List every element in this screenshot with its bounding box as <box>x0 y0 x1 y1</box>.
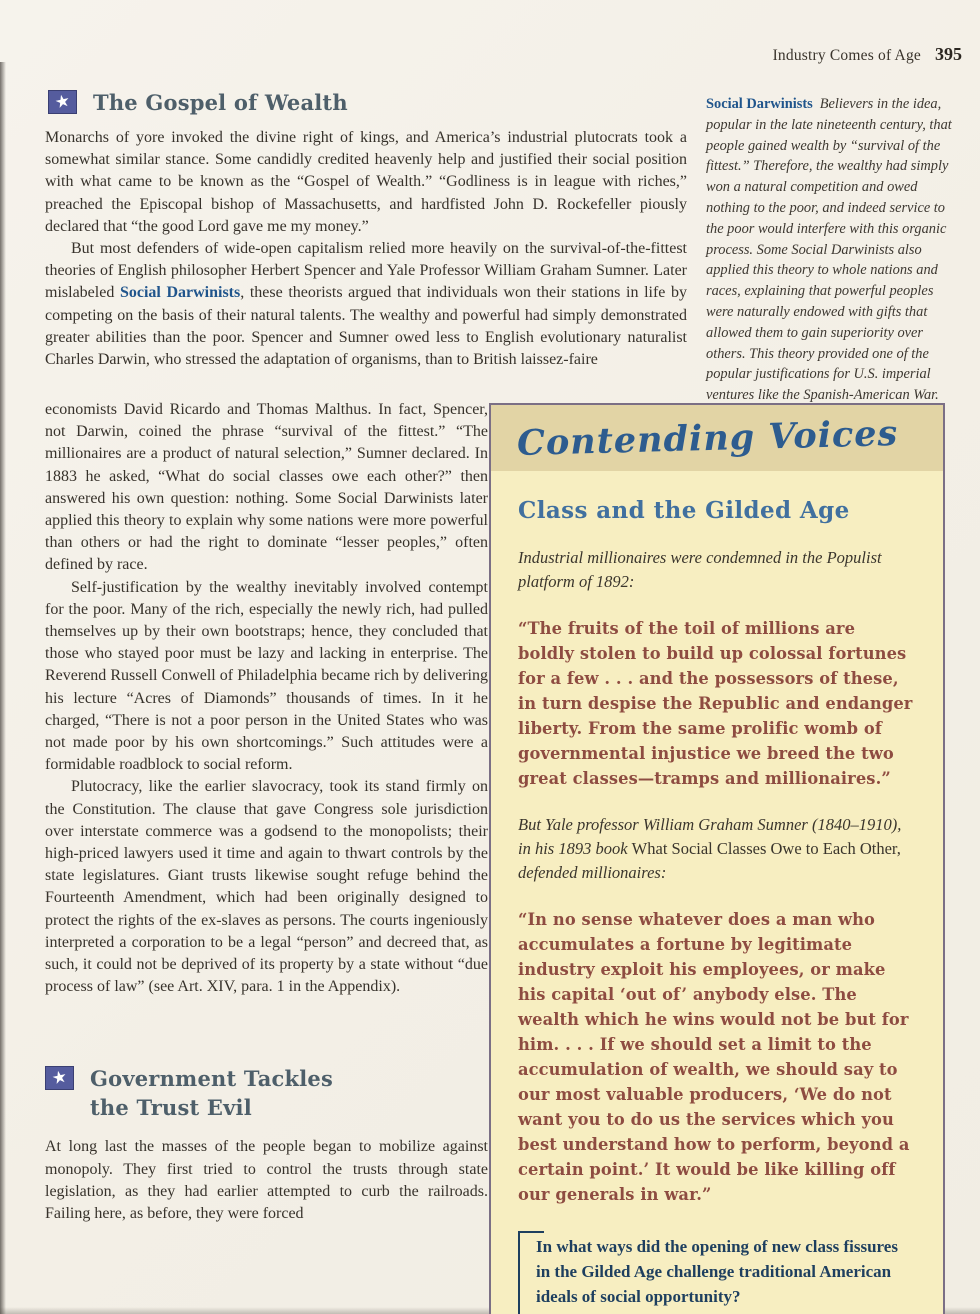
main-text-column <box>45 127 687 371</box>
populist-quote: “The fruits of the toil of millions are boldly stolen to build up colossal fortunes for a few . . . and the possessors of these, in turn despise the Republic and endanger liberty. From the same prolific womb of governmental injustice we breed the two great classes—tramps and millionaires.” <box>518 619 913 788</box>
discussion-question: In what ways did the opening of new class fissures in the Gilded Age challenge traditional American ideals of social opportunity? <box>536 1237 898 1306</box>
contending-voices-script-title: Contending Voices <box>516 412 899 464</box>
contending-voices-body <box>491 497 943 1314</box>
left-text-column <box>45 399 488 1225</box>
key-term-social-darwinists: Social Darwinists <box>119 284 241 302</box>
margin-note-definition: Believers in the idea, popular in the late nineteenth century, that people gained wealth by “survival of the fittest.” Therefore, the wealthy had simply won a natural competition and owed nothing to the poor, and indeed service to the poor would interfere with this organic process. Some Social Darwinists also applied this theory to whole nations and races, explaining that powerful peoples were naturally endowed with gifts that allowed them to gain superiority over others. This theory provided one of the popular justifications for U.S. imperial ventures like the Spanish-American War. <box>706 96 952 404</box>
star-glyph: ★ <box>49 1066 69 1090</box>
feature-title: Class and the Gilded Age <box>518 497 850 524</box>
attribution-text: defended millionaires: <box>518 863 667 882</box>
margin-note-term: Social Darwinists <box>706 96 813 112</box>
attribution-text: But Yale professor William Graham Sumner (1840–1910), in his 1893 book <box>518 815 902 858</box>
sumner-quote: “In no sense whatever does a man who accumulates a fortune by legitimate industry exploit his employees, or make his capital ‘out of’ anybody else. The wealth which he wins would not be but for him. . . . If we should set a limit to the accumulation of wealth, we should say to our most valuable producers, ‘We do not want you to do us the services which you best understand how to perform, beyond a certain point.’ It would be like killing off our generals in war.” <box>518 910 910 1204</box>
paragraph-text: , these theorists argued that individuals won their stations in life by competing on the basis of their natural talents. The wealthy and powerful had simply demonstrated greater abilities than the poor. Spencer and Sumner owed less to English evolutionary naturalist Charles Darwin, who stressed the adaptation of organisms, than to British laissez-faire <box>45 284 688 369</box>
sumner-attribution <box>518 813 916 885</box>
paragraph-gospel-2-continued: economists David Ricardo and Thomas Malthus. In fact, Spencer, not Darwin, coined the phrase “survival of the fittest.” “The millionaires are a product of natural selection,” Sumner declared. In 1883 he asked, “What do social classes owe each other?” then answered his own question: nothing. Some Social Darwinists later applied this theory to explain why some nations were more powerful than others or had the right to dominate “lesser peoples,” often defined by race. <box>45 401 488 574</box>
feature-intro: Industrial millionaires were condemned in the Populist platform of 1892: <box>518 548 882 591</box>
page-number: 395 <box>935 44 962 64</box>
section-heading-government-tackles <box>45 1064 488 1122</box>
section-title-line1: Government Tackles <box>90 1066 334 1092</box>
star-icon <box>48 90 77 114</box>
contending-voices-banner <box>491 405 943 471</box>
running-header <box>773 44 962 65</box>
section-title <box>90 1064 333 1122</box>
section-heading-gospel-of-wealth <box>48 88 348 117</box>
paragraph-trust-evil: At long last the masses of the people began to mobilize against monopoly. They first tried to control the trusts through state legislation, as they had earlier attempted to curb the railroads. Failing here, as before, they were forced <box>45 1138 488 1223</box>
book-title: What Social Classes Owe to Each Other, <box>631 839 901 858</box>
paragraph-self-justification: Self-justification by the wealthy inevitably involved contempt for the poor. Many of the rich, especially the newly rich, had pulled themselves up by their own bootstraps; hence, they concluded that those who stayed poor must be lazy and lacking in enterprise. The Reverend Russell Conwell of Philadelphia became rich by delivering his lecture “Acres of Diamonds” thousands of times. In it he charged, “There is not a poor person in the United States who was not made poor by his own shortcomings.” Such attitudes were a formidable roadblock to social reform. <box>45 578 488 774</box>
margin-definition-note <box>706 94 964 406</box>
contending-voices-box <box>489 403 945 1314</box>
paragraph-text: But most defenders of wide-open capitalism relied more heavily on the survival-of-the-fittest theories of English philosopher Herbert Spencer and Yale Professor William Graham Sumner. Later mislabeled <box>45 240 687 302</box>
scan-shadow-left <box>0 62 6 1314</box>
section-title-line2: the Trust Evil <box>90 1095 252 1121</box>
paragraph-gospel-1: Monarchs of yore invoked the divine right of kings, and America’s industrial plutocrats took a somewhat similar stance. Some candidly credited heavenly help and justified their social position with what came to be known as the “Gospel of Wealth.” “Godliness is in league with riches,” preached the Episcopal bishop of Massachusetts, and hardfisted John D. Rockefeller piously declared that “the good Lord gave me my money.” <box>45 129 687 235</box>
discussion-question-block <box>518 1231 916 1314</box>
running-title: Industry Comes of Age <box>772 47 921 64</box>
star-icon <box>45 1066 74 1090</box>
paragraph-gospel-2 <box>45 238 687 371</box>
section-title: The Gospel of Wealth <box>93 90 348 115</box>
star-glyph: ★ <box>52 90 72 113</box>
paragraph-plutocracy: Plutocracy, like the earlier slavocracy, took its stand firmly on the Constitution. The clause that gave Congress sole jurisdiction over interstate commerce was a godsend to the monopolists; their high-priced lawyers used it time and again to thwart controls by the state legislatures. Giant trusts likewise sought refuge behind the Fourteenth Amendment, which had been originally designed to protect the rights of the ex-slaves as persons. The courts ingeniously interpreted a corporation to be a legal “person” and decreed that, as such, it could not be deprived of its property by a state without “due process of law” (see Art. XIV, para. 1 in the Appendix). <box>45 778 488 996</box>
